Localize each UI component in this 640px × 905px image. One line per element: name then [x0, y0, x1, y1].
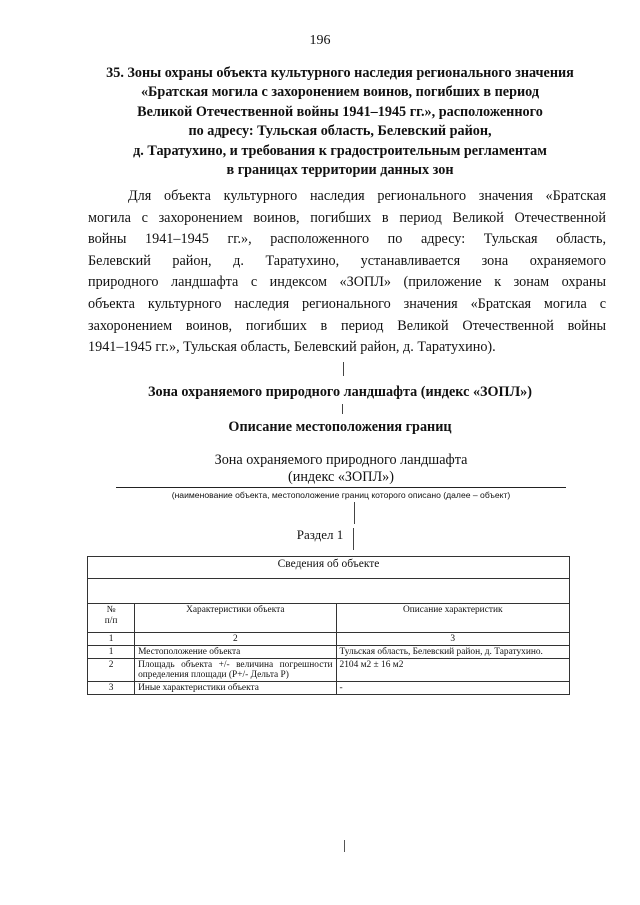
- header-characteristic: Характеристики объекта: [135, 604, 336, 633]
- table-header-row: [88, 604, 570, 633]
- row-characteristic: Иные характеристики объекта: [135, 682, 336, 695]
- header-description: Описание характеристик: [336, 604, 570, 633]
- intro-line: захоронением воинов, погибших в период Великой Отечественной войны: [88, 317, 606, 334]
- scan-mark: [353, 528, 354, 550]
- table-blank-cell: [88, 579, 570, 604]
- page-number: 196: [309, 33, 331, 48]
- table-blank-row: [88, 579, 570, 604]
- object-name-line: (индекс «ЗОПЛ»): [288, 469, 394, 485]
- description-title: Описание местоположения границ: [228, 419, 452, 435]
- object-caption: (наименование объекта, местоположение границ которого описано (далее – объект): [171, 490, 511, 500]
- intro-line: могила с захоронением воинов, погибших в период Великой Отечественной: [88, 209, 606, 226]
- intro-line: объекта культурного наследия регионального значения «Братская могила с: [88, 295, 606, 312]
- heading-line: д. Таратухино, и требования к градостроительным регламентам: [133, 142, 547, 159]
- table-row: [88, 646, 570, 659]
- header-num: № п/п: [88, 604, 135, 633]
- intro-paragraph: [88, 186, 606, 359]
- heading-line: 35. Зоны охраны объекта культурного наследия регионального значения: [106, 65, 574, 81]
- object-name-line: Зона охраняемого природного ландшафта: [214, 452, 468, 468]
- heading-line: «Братская могила с захоронением воинов, погибших в период: [140, 84, 540, 101]
- row-characteristic: Площадь объекта +/- величина погрешности определения площади (P+/- Дельта P): [135, 659, 336, 682]
- object-info-table: [87, 556, 570, 695]
- table-row: [88, 659, 570, 682]
- scan-mark: [342, 404, 343, 414]
- table-row: [88, 682, 570, 695]
- table-title: Сведения об объекте: [88, 557, 570, 579]
- intro-line: 1941–1945 гг.», Тульская область, Белевский район, д. Таратухино).: [88, 339, 496, 356]
- scan-mark: [354, 502, 355, 524]
- row-description: 2104 м2 ± 16 м2: [336, 659, 570, 682]
- row-num: 1: [88, 646, 135, 659]
- intro-line: Белевский район, д. Таратухино, устанавливается зона охраняемого: [88, 252, 606, 269]
- heading-line: Великой Отечественной войны 1941–1945 гг.», расположенного: [137, 103, 543, 120]
- object-underline: [116, 487, 566, 488]
- table-index-row: [88, 633, 570, 646]
- row-description: Тульская область, Белевский район, д. Таратухино.: [336, 646, 570, 659]
- index-cell: 2: [135, 633, 336, 646]
- intro-line: войны 1941–1945 гг.», расположенного по адресу: Тульская область,: [88, 231, 606, 248]
- document-heading: [70, 64, 610, 180]
- zone-title: Зона охраняемого природного ландшафта (индекс «ЗОПЛ»): [148, 384, 532, 400]
- intro-line: природного ландшафта с индексом «ЗОПЛ» (приложение к зонам охраны: [88, 274, 606, 291]
- row-num: 2: [88, 659, 135, 682]
- table-title-row: [88, 557, 570, 579]
- row-description: -: [336, 682, 570, 695]
- scan-mark: [344, 840, 345, 852]
- intro-line: Для объекта культурного наследия регионального значения «Братская: [128, 188, 606, 204]
- index-cell: 1: [88, 633, 135, 646]
- heading-line: в границах территории данных зон: [226, 162, 454, 179]
- section-label: Раздел 1: [296, 527, 344, 542]
- heading-line: по адресу: Тульская область, Белевский район,: [188, 123, 492, 140]
- row-characteristic: Местоположение объекта: [135, 646, 336, 659]
- object-name: [116, 452, 566, 486]
- index-cell: 3: [336, 633, 570, 646]
- row-num: 3: [88, 682, 135, 695]
- scan-mark: [343, 362, 344, 376]
